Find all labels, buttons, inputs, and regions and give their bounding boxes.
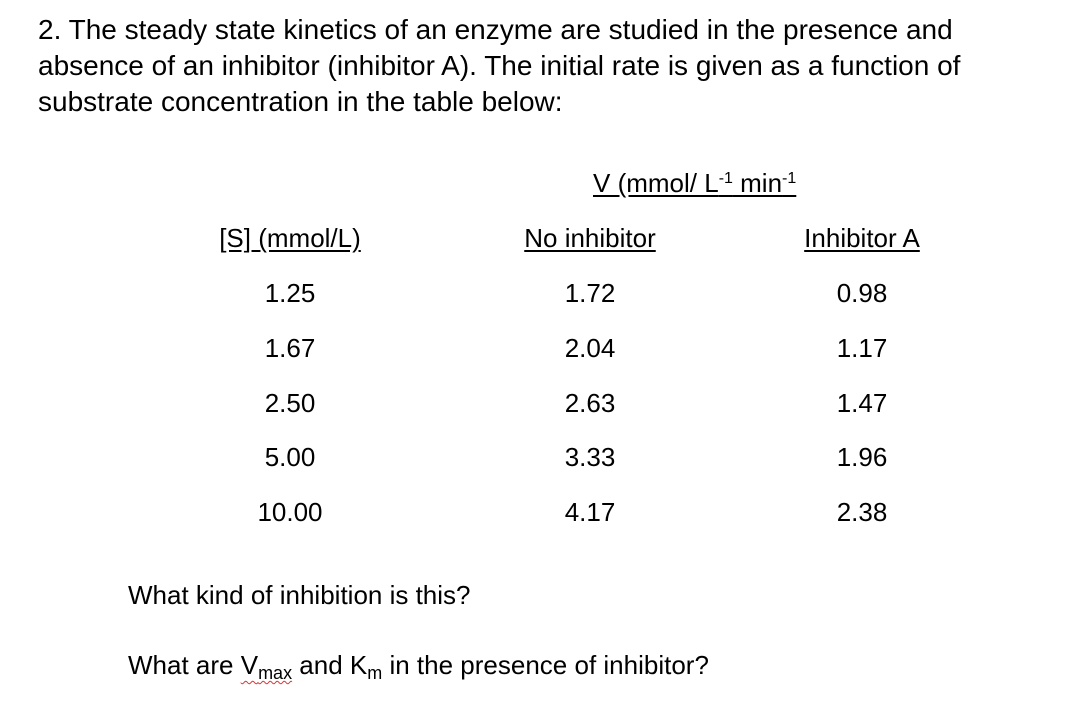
vmax-subscript: max — [258, 663, 293, 683]
table-cell-s: 2.50 — [264, 388, 316, 418]
table-cell-inhibitor-a: 1.47 — [836, 388, 888, 418]
table-cell-inhibitor-a: 1.96 — [836, 442, 888, 472]
rate-header-exponent-2: -1 — [782, 170, 797, 187]
question-inhibition-type: What kind of inhibition is this? — [128, 580, 471, 610]
km-subscript: m — [367, 663, 383, 683]
table-cell-inhibitor-a: 1.17 — [836, 333, 888, 363]
table-cell-s: 1.25 — [264, 278, 316, 308]
problem-statement: 2. The steady state kinetics of an enzyme are studied in the presence and absence of an inhibitor (inhibitor A). The initial rate is given as a function of substrate concentration in the table below: — [38, 14, 961, 117]
rate-header-min: min — [732, 168, 783, 198]
km-k: K — [349, 650, 368, 680]
vmax-symbol — [240, 650, 293, 683]
rate-header-exponent-1: -1 — [718, 170, 733, 187]
vmax-v: V — [240, 650, 259, 680]
question-prefix: What are — [128, 650, 241, 680]
column-header-substrate: [S] (mmol/L) — [219, 223, 361, 253]
table-cell-s: 1.67 — [264, 333, 316, 363]
table-cell-s: 10.00 — [257, 497, 323, 527]
table-cell-no-inhibitor: 2.04 — [564, 333, 616, 363]
column-header-no-inhibitor: No inhibitor — [524, 223, 656, 253]
table-cell-inhibitor-a: 0.98 — [836, 278, 888, 308]
table-cell-no-inhibitor: 2.63 — [564, 388, 616, 418]
question-and: and — [292, 650, 350, 680]
table-cell-no-inhibitor: 3.33 — [564, 442, 616, 472]
table-cell-no-inhibitor: 4.17 — [564, 497, 616, 527]
table-cell-inhibitor-a: 2.38 — [836, 497, 888, 527]
column-header-inhibitor-a: Inhibitor A — [804, 223, 920, 253]
rate-column-header — [593, 168, 796, 198]
question-suffix: in the presence of inhibitor? — [382, 650, 709, 680]
table-cell-s: 5.00 — [264, 442, 316, 472]
rate-header-main: V (mmol/ L — [593, 168, 719, 198]
question-vmax-km — [128, 650, 709, 683]
table-cell-no-inhibitor: 1.72 — [564, 278, 616, 308]
